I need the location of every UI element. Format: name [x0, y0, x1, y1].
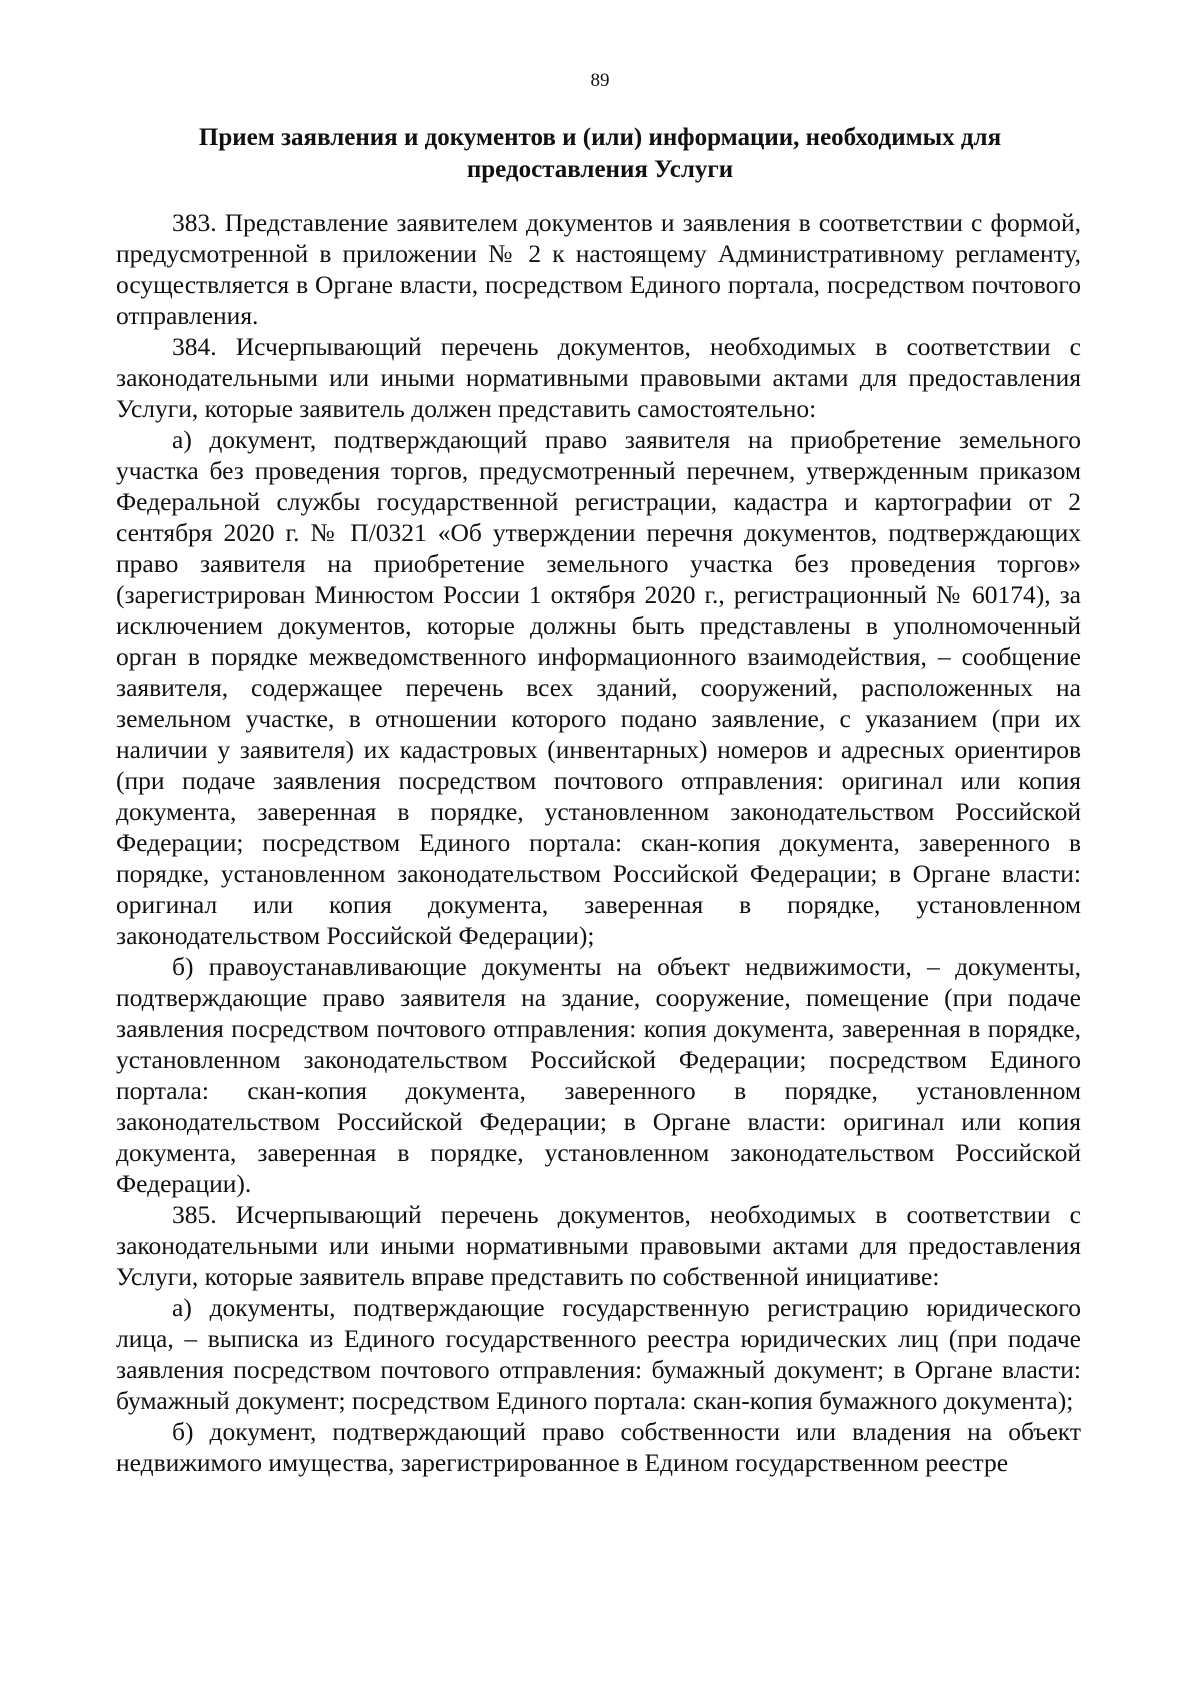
- section-title-line-1: Прием заявления и документов и (или) информации, необходимых для: [198, 124, 1002, 151]
- page-number: 89: [590, 70, 610, 91]
- paragraph-385-b: б) документ, подтверждающий право собственности или владения на объект недвижимого имущества, зарегистрированное в Едином государственном реестре: [116, 1417, 1081, 1477]
- paragraph-384-b: б) правоустанавливающие документы на объект недвижимости, – документы, подтверждающие право заявителя на здание, сооружение, помещение (при подаче заявления посредством почтового отправления: копия документа, заверенная в порядке, установленном законодательством Российской Федерации; посредством Единого портала: скан-копия документа, заверенного в порядке, установленном законодательством Российской Федерации; в Органе власти: оригинал или копия документа, заверенная в порядке, установленном законодательством Российской Федерации).: [116, 952, 1081, 1198]
- section-title-line-2: предоставления Услуги: [466, 156, 734, 183]
- paragraph-385: 385. Исчерпывающий перечень документов, необходимых в соответствии с законодательными или иными нормативными правовыми актами для предоставления Услуги, которые заявитель вправе представить по собственной инициативе:: [116, 1200, 1081, 1291]
- section-title: [140, 122, 1060, 186]
- paragraph-384: 384. Исчерпывающий перечень документов, необходимых в соответствии с законодательными или иными нормативными правовыми актами для предоставления Услуги, которые заявитель должен представить самостоятельно:: [116, 332, 1081, 423]
- paragraph-383: 383. Представление заявителем документов и заявления в соответствии с формой, предусмотренной в приложении № 2 к настоящему Административному регламенту, осуществляется в Органе власти, посредством Единого портала, посредством почтового отправления.: [116, 208, 1081, 330]
- document-body: [116, 207, 1081, 1478]
- paragraph-385-a: а) документы, подтверждающие государственную регистрацию юридического лица, – выписка из Единого государственного реестра юридических лиц (при подаче заявления посредством почтового отправления: бумажный документ; в Органе власти: бумажный документ; посредством Единого портала: скан-копия бумажного документа);: [116, 1293, 1081, 1415]
- paragraph-384-a: а) документ, подтверждающий право заявителя на приобретение земельного участка без проведения торгов, предусмотренный перечнем, утвержденным приказом Федеральной службы государственной регистрации, кадастра и картографии от 2 сентября 2020 г. № П/0321 «Об утверждении перечня документов, подтверждающих право заявителя на приобретение земельного участка без проведения торгов» (зарегистрирован Минюстом России 1 октября 2020 г., регистрационный № 60174), за исключением документов, которые должны быть представлены в уполномоченный орган в порядке межведомственного информационного взаимодействия, – сообщение заявителя, содержащее перечень всех зданий, сооружений, расположенных на земельном участке, в отношении которого подано заявление, с указанием (при их наличии у заявителя) их кадастровых (инвентарных) номеров и адресных ориентиров (при подаче заявления посредством почтового отправления: оригинал или копия документа, заверенная в порядке, установленном законодательством Российской Федерации; посредством Единого портала: скан-копия документа, заверенного в порядке, установленном законодательством Российской Федерации; в Органе власти: оригинал или копия документа, заверенная в порядке, установленном законодательством Российской Федерации);: [116, 425, 1081, 950]
